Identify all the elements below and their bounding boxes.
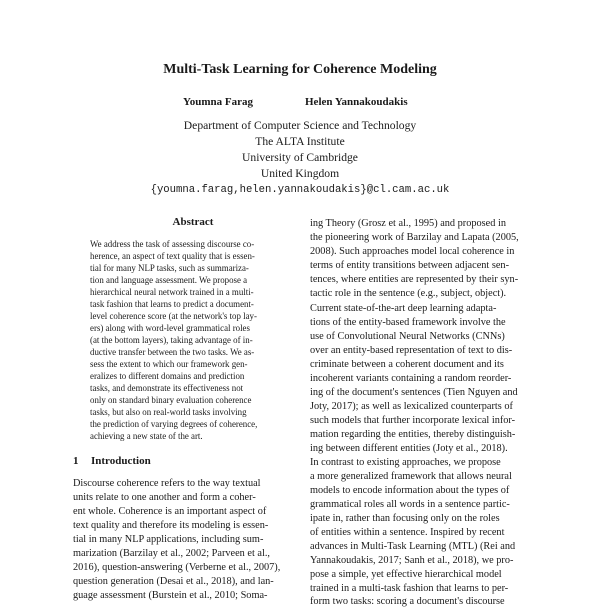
author-name: Helen Yannakoudakis [305, 96, 408, 108]
body-line: ipate in, rather than focusing only on the roles [310, 513, 500, 524]
body-line: use of Convolutional Neural Networks (CNNs) [310, 331, 505, 342]
body-line: grammatical roles all words in a sentence partic- [310, 499, 510, 510]
body-line: such models that further incorporate lexical infor- [310, 415, 516, 426]
body-line: mation regarding the entities, thereby distinguish- [310, 429, 516, 440]
abstract-line: ductive transfer between the two tasks. We as- [90, 347, 255, 357]
body-line: ing of the document's sentences (Tien Nguyen and [310, 387, 518, 398]
affiliation-line: United Kingdom [260, 167, 340, 180]
body-line: of entities within a sentence. Inspired by recent [310, 527, 505, 538]
paper-title: Multi-Task Learning for Coherence Modeling [163, 62, 437, 77]
abstract-line: tasks, and demonstrate its effectiveness not [90, 383, 244, 393]
abstract-line: We address the task of assessing discourse co- [90, 239, 255, 249]
body-line: question generation (Desai et al., 2018), and lan- [73, 576, 274, 587]
body-line: Joty, 2017); as well as lexicalized counterparts of [310, 401, 513, 412]
abstract-line: tasks, but also on real-world tasks involving [90, 407, 247, 417]
body-line: advances in Multi-Task Learning (MTL) (Rei and [310, 541, 516, 552]
section-heading [73, 454, 151, 468]
section-title: Introduction [91, 455, 151, 467]
body-line: ing between different entities (Joty et al., 2018). [310, 443, 508, 454]
author-email: {youmna.farag,helen.yannakoudakis}@cl.cam.ac.uk [150, 184, 450, 196]
body-line: the pioneering work of Barzilay and Lapata (2005, [310, 232, 519, 243]
abstract-line: the prediction of varying degrees of coherence, [90, 419, 258, 429]
body-line: pose a simple, yet effective hierarchical model [310, 569, 502, 580]
abstract-line: tion and language assessment. We propose a [90, 275, 248, 285]
body-line: ent whole. Coherence is an important aspect of [73, 506, 267, 517]
abstract-line: tial for many NLP tasks, such as summariza- [90, 263, 249, 273]
body-line: tences, where entities are represented by their syn- [310, 274, 519, 285]
abstract-line: achieving a new state of the art. [90, 431, 203, 441]
body-line: guage assessment (Burstein et al., 2010; Soma- [73, 590, 268, 601]
body-line: incoherent variants containing a random reorder- [310, 373, 512, 384]
body-line: Current state-of-the-art deep learning adapta- [310, 303, 497, 314]
body-line: ing Theory (Grosz et al., 1995) and proposed in [310, 218, 506, 229]
affiliation-line: University of Cambridge [242, 151, 358, 164]
author-name: Youmna Farag [183, 96, 253, 108]
body-line: over an entity-based representation of text to dis- [310, 345, 513, 356]
body-line: 2016), question-answering (Verberne et al., 2007), [73, 562, 281, 573]
abstract-line: eralizes to different domains and prediction [90, 371, 245, 381]
body-line: Discourse coherence refers to the way textual [73, 478, 261, 489]
affiliation-line: The ALTA Institute [255, 135, 345, 148]
body-line: a more generalized framework that allows neural [310, 471, 512, 482]
body-line: Yannakoudakis, 2017; Sanh et al., 2018), we pro- [310, 555, 514, 566]
body-line: models to encode information about the types of [310, 485, 510, 496]
body-line: 2008). Such approaches model local coherence in [310, 246, 515, 257]
abstract-line: level coherence score (at the network's top lay- [90, 311, 257, 321]
abstract-line: only on standard binary evaluation coherence [90, 395, 252, 405]
affiliation-line: Department of Computer Science and Technology [183, 119, 417, 132]
body-line: tions of the entity-based framework involve the [310, 317, 506, 328]
abstract-line: task fashion that learns to predict a document- [90, 299, 254, 309]
body-line: terms of entity transitions between adjacent sen- [310, 260, 510, 271]
body-line: marization (Barzilay et al., 2002; Parveen et al., [73, 548, 270, 559]
body-line: form two tasks: scoring a document's discourse [310, 596, 505, 607]
body-line: text quality and therefore its modeling is essen- [73, 520, 269, 531]
section-number: 1 [73, 455, 79, 467]
body-line: units relate to one another and form a coher- [73, 492, 256, 503]
body-line: tactic role in the sentence (e.g., subject, object). [310, 288, 507, 299]
body-line: In contrast to existing approaches, we propose [310, 457, 501, 468]
abstract-line: ers) along with word-level grammatical roles [90, 323, 250, 333]
abstract-line: (at the bottom layers), taking advantage of in- [90, 335, 253, 345]
body-line: criminate between a coherent document and its [310, 359, 504, 370]
body-line: tial in many NLP applications, including sum- [73, 534, 264, 545]
abstract-line: sess the extent to which our framework gen- [90, 359, 248, 369]
abstract-line: hierarchical neural network trained in a multi- [90, 287, 254, 297]
abstract-heading: Abstract [172, 216, 214, 228]
body-line: trained in a multi-task fashion that learns to per- [310, 583, 509, 594]
abstract-line: herence, an aspect of text quality that is essen- [90, 251, 255, 261]
